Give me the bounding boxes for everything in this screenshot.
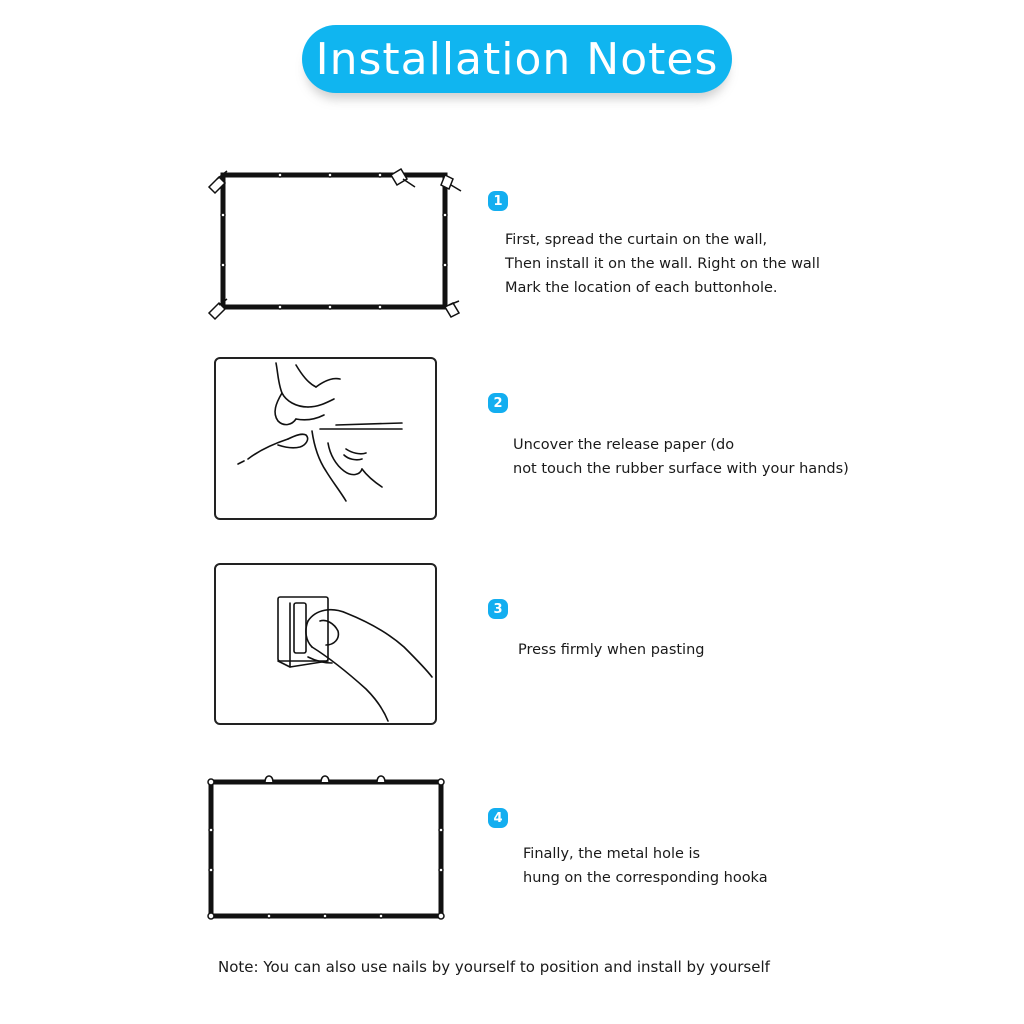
step-4-text <box>523 842 768 890</box>
step-1-line-3: Mark the location of each buttonhole. <box>505 280 778 296</box>
step-3-badge: 3 <box>488 599 508 619</box>
step-1-line-1: First, spread the curtain on the wall, <box>505 232 768 248</box>
peel-release-paper-illustration <box>214 357 437 520</box>
hung-screen-illustration <box>205 770 447 922</box>
page-title: Installation Notes <box>302 25 732 93</box>
step-4-badge: 4 <box>488 808 508 828</box>
step-1-line-2: Then install it on the wall. Right on the wall <box>505 256 820 272</box>
footer-note: Note: You can also use nails by yourself to position and install by yourself <box>218 958 770 976</box>
screen-spread-illustration <box>205 165 467 325</box>
step-2-badge: 2 <box>488 393 508 413</box>
step-3-line-1: Press firmly when pasting <box>518 642 705 658</box>
press-hook-illustration <box>214 563 437 725</box>
step-2-text <box>513 433 849 481</box>
step-2-line-2: not touch the rubber surface with your hands) <box>513 461 849 477</box>
step-2-line-1: Uncover the release paper (do <box>513 437 735 453</box>
step-1-badge: 1 <box>488 191 508 211</box>
step-3-text <box>518 638 704 662</box>
step-4-line-2: hung on the corresponding hooka <box>523 870 768 886</box>
step-4-line-1: Finally, the metal hole is <box>523 846 701 862</box>
step-1-text <box>505 228 820 300</box>
